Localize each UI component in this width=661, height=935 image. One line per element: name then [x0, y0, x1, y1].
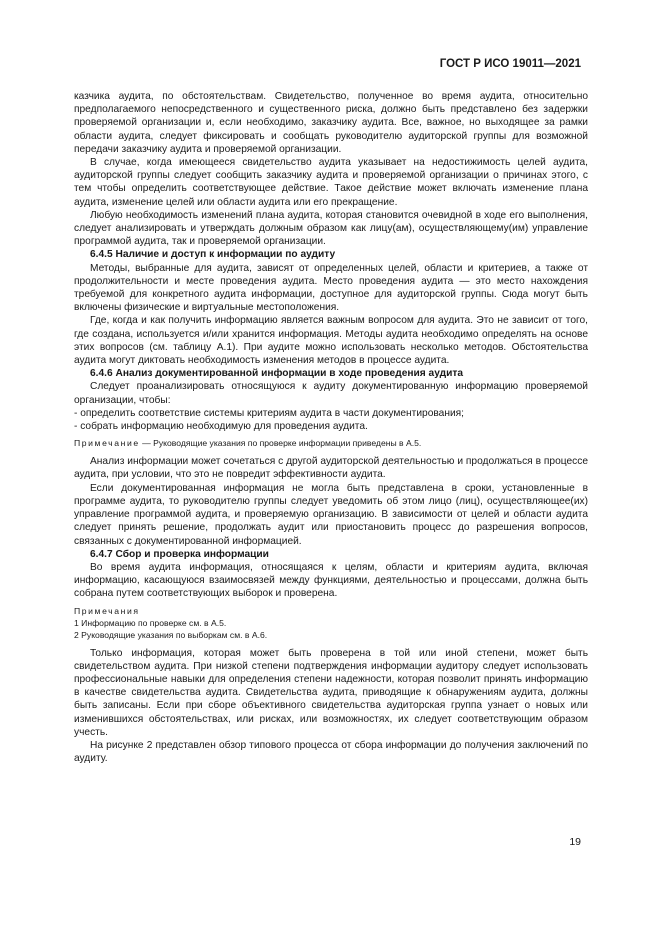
paragraph: казчика аудита, по обстоятельствам. Свидетельство, полученное во время аудита, относительно предполагаемого непосредственного и существенного риска, должно быть представлено без задержки проверяемой организации и, если необходимо, заказчику аудита. Все, важное, но выходящее за рамки области аудита, следует фиксировать и сообщать руководителю аудиторской группы для возможной передачи заказчику аудита и проверяемой организации.	[74, 91, 588, 155]
paragraph: Любую необходимость изменений плана аудита, которая становится очевидной в ходе его выполнения, следует анализировать и утверждать должным образом как лицу(ам), осуществляющему(им) управление программой аудита, так и проверяемой организации.	[74, 209, 588, 248]
list-item: - определить соответствие системы критериям аудита в части документирования;	[74, 407, 464, 419]
paragraph: Только информация, которая может быть проверена в той или иной степени, может быть свидетельством аудита. При низкой степени подтверждения информации аудитору следует использовать профессиональные навыки для определения степени надежности, которая позволит принять информацию в качестве свидетельства аудита. Свидетельства аудита, приводящие к обнаружениям аудита, должны быть записаны. Если при сборе объективного свидетельства аудиторская группа узнает о новых или изменившихся обстоятельствах, или рисках, или возможностях, их следует соответствующим образом учесть.	[74, 647, 588, 738]
paragraph: Анализ информации может сочетаться с другой аудиторской деятельностью и продолжаться в процессе аудита, при условии, что это не повредит эффективности аудита.	[74, 456, 588, 481]
note	[74, 437, 588, 449]
notes-label: Примечания	[74, 605, 140, 616]
notes-block	[74, 605, 588, 641]
note-text: — Руководящие указания по проверке информации приведены в А.5.	[139, 438, 422, 449]
note-label: Примечание	[74, 438, 140, 449]
page-number: 19	[569, 836, 581, 848]
paragraph: Где, когда и как получить информацию является важным вопросом для аудита. Это не зависит от того, где создана, используется и/или хранится информация. Методы аудита необходимо определять на основе этих вопросов (см. таблицу А.1). При аудите можно использовать несколько методов. Обстоятельства аудита могут диктовать необходимость изменения методов в процессе аудита.	[74, 315, 588, 367]
section-heading-6-4-7: 6.4.7 Сбор и проверка информации	[90, 548, 269, 560]
list-item: - собрать информацию необходимую для проведения аудита.	[74, 421, 368, 433]
paragraph: Если документированная информация не могла быть представлена в сроки, установленные в программе аудита, то руководителю группы следует уведомить об этом лицо (лиц), осуществляющее(их) управление программой аудита, и проверяемую организацию. В зависимости от целей и области аудита следует принять решение, продолжать аудит или приостановить процесс до разрешения вопросов, связанных с документированной информацией.	[74, 482, 588, 547]
note-item: 2 Руководящие указания по выборкам см. в А.6.	[74, 629, 268, 640]
section-heading-6-4-5: 6.4.5 Наличие и доступ к информации по аудиту	[90, 249, 336, 261]
main-content	[74, 90, 588, 765]
standard-designation: ГОСТ Р ИСО 19011—2021	[439, 58, 581, 70]
note-item: 1 Информацию по проверке см. в А.5.	[74, 617, 227, 628]
paragraph: Следует проанализировать относящуюся к аудиту документированную информацию проверяемой организации, чтобы:	[74, 381, 588, 406]
paragraph: Во время аудита информация, относящаяся к целям, области и критериям аудита, включая информацию, касающуюся взаимосвязей между функциями, деятельностью и процессами, должна быть собрана путем соответствующих выборок и проверена.	[74, 561, 588, 600]
paragraph: На рисунке 2 представлен обзор типового процесса от сбора информации до получения заключений по аудиту.	[74, 739, 588, 765]
paragraph: Методы, выбранные для аудита, зависят от определенных целей, области и критериев, а также от продолжительности и месте проведения аудита. Место проведения аудита — это место нахождения требуемой для конкретного аудита информации, доступное для аудиторской группы. Сюда могут быть включены физические и виртуальные местоположения.	[74, 262, 588, 314]
paragraph: В случае, когда имеющееся свидетельство аудита указывает на недостижимость целей аудита, аудиторской группы следует сообщить заказчику аудита и проверяемой организации о причинах этого, с тем чтобы определить соответствующее действие. Такое действие может включать изменение плана аудита, изменение целей или области аудита или его прекращение.	[74, 157, 588, 208]
section-heading-6-4-6: 6.4.6 Анализ документированной информации в ходе проведения аудита	[90, 368, 464, 380]
